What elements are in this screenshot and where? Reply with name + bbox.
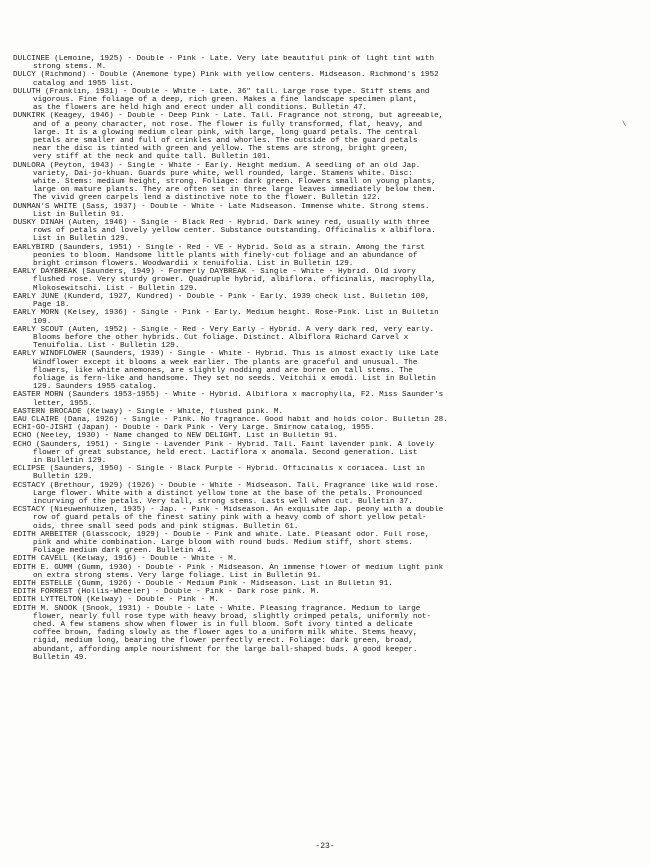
peony-entry: ECHO (Saunders, 1951) - Single - Lavender Pink - Hybrid. Tall. Faint lavender pink. A lovely flower of great substance, held erect. Lactiflora x anomala. Second generation. List in Bulletin 129. xyxy=(13,440,435,465)
peony-entry: EARLY JUNE (Kunderd, 1927, Kundred) - Double - Pink - Early. 1939 check list. Bulletin 100, Page 18. xyxy=(13,292,430,310)
peony-entry: DULCINEE (Lemoine, 1925) - Double - Pink - Late. Very late beautiful pink of light tint with strong stems. M. xyxy=(13,55,435,72)
peony-entry: EARLY SCOUT (Auten, 1952) - Single - Red - Very Early - Hybrid. A very dark red, very early. Blooms before the other hybrids. Cut foliage. Distinct. Albiflora Richard Carvel x Tenuifolia. List - Bulletin 129. xyxy=(13,325,435,351)
peony-entry: EARLY WINDFLOWER (Saunders, 1939) - Single - White - Hybrid. This is almost exactly like Late Windflower except it blooms a week earlier. The plants are graceful and unusual. The flowers, like white anemones, are slightly nodding and are borne on tall stems. The foliage is fern-like and handsome. They set no seeds. Veitchii x emodi. List in Bulletin 129. Saunders 1955 catalog. xyxy=(13,350,439,392)
peony-entry: DUNKIRK (Keagey, 1946) - Double - Deep Pink - Late. Tall. Fragrance not strong, but agreeable, and of a peony character, not rose. The flower is fully transformed, flat, heavy, and large. It is a glowing medium clear pink, with large, long guard petals. The central petals are smaller and full of crinkles and whorles. The outside of the guard petals near the disc is tinted with green and yellow. The stems are strong, bright green, very stiff at the neck and quite tall. Bulletin 101. xyxy=(13,112,444,162)
peony-entry: DULUTH (Franklin, 1931) - Double - White - Late. 36" tall. Large rose type. Stiff stems and vigorous. Fine foliage of a deep, rich green. Makes a fine landscape specimen plant, as the flowers are held high and erect under all conditions. Bulletin 47. xyxy=(13,87,430,113)
peony-entry: EAU CLAIRE (Dana, 1926) - Single - Pink. No fragrance. Good habit and holds color. Bulletin 28. xyxy=(13,415,448,424)
peony-entry: EASTER MORN (Saunders 1953-1955) - White - Hybrid. Albiflora x macrophylla, F2. Miss Saunder's letter, 1955. xyxy=(13,391,444,408)
peony-entry: ECSTACY (Brethour, 1929) (1926) - Double - White - Midseason. Tall. Fragrance like wild rose. Large flower. White with a distinct yellow tone at the base of the petals. Pronounced incurving of the petals. Very tall, strong stems. Lasts well when cut. Bulletin 37. xyxy=(13,481,439,506)
peony-entry: ECLIPSE (Saunders, 1950) - Single - Black Purple - Hybrid. Officinalis x coriacea. List in Bulletin 129. xyxy=(13,465,425,482)
peony-entry: EDITH FORREST (Hollis-Wheeler) - Double - Pink - Dark rose pink. M. xyxy=(13,588,320,597)
peony-entry: ECHO (Neeley, 1930) - Name changed to NEW DELIGHT. List in Bulletin 91. xyxy=(13,432,338,441)
peony-entry: ECSTACY (Nieuwenhuizen, 1935) - Jap. - Pink - Midseason. An exquisite Jap. peony with a double row of guard petals of the finest satiny pink with a heavy comb of short yellow petal- oids, three small seed pods and pink stigmas. Bulletin 61. xyxy=(13,506,444,531)
peony-entry: EARLYBIRD (Saunders, 1951) - Single - Red - VE - Hybrid. Sold as a strain. Among the first peonies to bloom. Handsome little plants with finely-cut foliage and an abundance of bright crimson flowers. Woodwardii x tenuifolia. List in Bulletin 129. xyxy=(13,243,425,269)
peony-entries-list xyxy=(13,55,641,662)
peony-entry: EDITH E. GUMM (Gumm, 1930) - Double - Pink - Midseason. An immense flower of medium light pink on extra strong stems. Very large foliage. List in Bulletin 91. xyxy=(13,563,444,580)
peony-entry: EARLY DAYBREAK (Saunders, 1949) - Formerly DAYBREAK - Single - White - Hybrid. Old ivory flushed rose. Very sturdy grower. Quadruple hybrid, albiflora. officinalis, macrophylla, Mlokosewitschi. List - Bulletin 129. xyxy=(13,268,436,293)
peony-entry: DUSKY DINAH (Auten, 1946) - Single - Black Red - Hybrid. Dark winey red, usually with three rows of petals and lovely yellow center. Substance outstanding. Officinalis x albiflora. List in Bulletin 129. xyxy=(13,219,436,244)
peony-entry: EASTERN BROCADE (Kelway) - Single - White, flushed pink. M. xyxy=(13,407,284,416)
peony-entry: EDITH M. SNOOK (Snook, 1931) - Double - Late - White. Pleasing fragrance. Medium to large flower, nearly full rose type with heavy broad, slightly crimped petals, uniformly not- ched. A few stamens show when flower is in full bloom. Soft ivory tinted a delicate coffee brown, fading slowly as the flower ages to a uniform milk white. Stems heavy, rigid, medium long, bearing the flower perfectly erect. Foliage: dark green, broad, abundant, affording ample nourishment for the large ball-shaped buds. A good keeper. Bulletin 49. xyxy=(13,604,432,662)
peony-entry: ECHI-GO-JISHI (Japan) - Double - Dark Pink - Very Large. Smirnow catalog, 1955. xyxy=(13,424,375,433)
peony-entry: EDITH CAVELL (Kelway, 1916) - Double - White - M. xyxy=(13,555,238,564)
peony-entry: EDITH LYTTELTON (Kelway) - Double - Pink - M. xyxy=(13,596,219,605)
peony-entry: DUNMAN'S WHITE (Sass, 1937) - Double - White - Late Midseason. Immense white. Strong stems. List in Bulletin 91. xyxy=(13,202,430,219)
peony-entry: EDITH ESTELLE (Gumm, 1926) - Double - Medium Pink - Midseason. List in Bulletin 91. xyxy=(13,580,393,588)
page-number: -23- xyxy=(315,842,335,851)
margin-mark: \ xyxy=(622,121,627,129)
peony-entry: EDITH ARBEITER (Glasscock, 1929) - Double - Pink and white. Late. Pleasant odor. Full rose, pink and white combination. Large bloom with round buds. Medium stiff, short stems. Foliage medium dark green. Bulletin 41. xyxy=(13,530,430,556)
peony-entry: DULCY (Richmond) - Double (Anemone type) Pink with yellow centers. Midseason. Richmond's 1952 catalog and 1955 list. xyxy=(13,71,439,88)
peony-entry: EARLY MORN (Kelsey, 1936) - Single - Pink - Early. Medium height. Rose-Pink. List in Bulletin 109. xyxy=(13,309,439,326)
peony-entry: DUNLORA (Peyton, 1943) - Single - White - Early. Height medium. A seedling of an old Jap. variety, Dai-jo-khuan. Guards pure white, well rounded, large. Stamens white. Disc: white. Stems: medium height, strong. Foliage: dark green. Flowers small on young plants, large on mature plants. They are often set in three large leaves immediately below them. The vivid green carpels lend a distinctive note to the flower. Bulletin 122. xyxy=(13,161,436,203)
